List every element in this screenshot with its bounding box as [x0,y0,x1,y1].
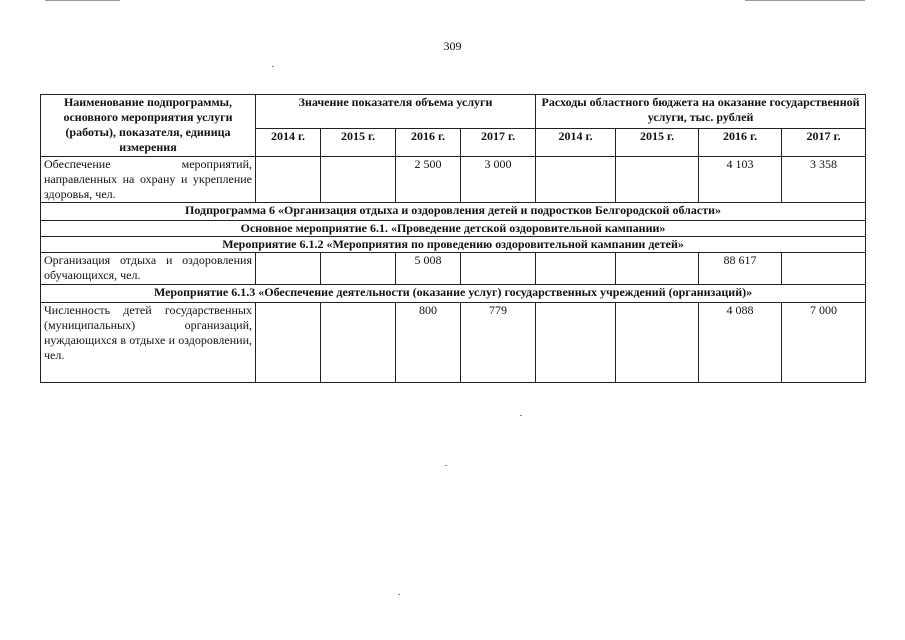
header-expense-year: 2016 г. [699,129,782,157]
volume-cell [321,303,396,383]
volume-cell [321,253,396,285]
scan-speck [520,415,522,416]
scan-speck [445,465,447,466]
expense-cell [782,253,866,285]
table-body [41,157,866,383]
table-row [41,303,866,383]
header-expense-group: Расходы областного бюджета на оказание государственной услуги, тыс. рублей [536,95,866,129]
header-name-column: Наименование подпрограммы, основного мероприятия услуги (работы), показателя, единица измерения [41,95,256,157]
section-row [41,203,866,221]
volume-cell [461,253,536,285]
header-volume-group: Значение показателя объема услуги [256,95,536,129]
section-title: Подпрограмма 6 «Организация отдыха и оздоровления детей и подростков Белгородской области» [41,203,866,221]
section-row [41,221,866,237]
section-title: Мероприятие 6.1.3 «Обеспечение деятельности (оказание услуг) государственных учреждений (организаций)» [41,285,866,303]
expense-cell [616,303,699,383]
expense-cell: 4 088 [699,303,782,383]
row-label: Численность детей государственных (муниципальных) организаций, нуждающихся в отдыхе и оздоровлении, чел. [41,303,256,383]
expense-cell [536,157,616,203]
volume-cell: 2 500 [396,157,461,203]
expense-cell [616,157,699,203]
section-row [41,285,866,303]
expense-cell: 88 617 [699,253,782,285]
volume-cell: 800 [396,303,461,383]
scan-edge-line-right [745,0,865,1]
header-volume-year: 2015 г. [321,129,396,157]
header-expense-year: 2015 г. [616,129,699,157]
header-volume-year: 2016 г. [396,129,461,157]
header-volume-year: 2017 г. [461,129,536,157]
section-row [41,237,866,253]
volume-cell: 5 008 [396,253,461,285]
volume-cell [256,253,321,285]
row-label: Обеспечение мероприятий, направленных на охрану и укрепление здоровья, чел. [41,157,256,203]
volume-cell [256,303,321,383]
header-expense-year: 2017 г. [782,129,866,157]
scan-edge-line-left [45,0,120,1]
table-row [41,157,866,203]
expense-cell [536,253,616,285]
page-number: 309 [443,39,462,53]
expense-cell: 3 358 [782,157,866,203]
section-title: Основное мероприятие 6.1. «Проведение детской оздоровительной кампании» [41,221,866,237]
report-table [40,94,866,383]
table-header [41,95,866,157]
expense-cell [536,303,616,383]
volume-cell [321,157,396,203]
volume-cell [256,157,321,203]
volume-cell: 3 000 [461,157,536,203]
volume-cell: 779 [461,303,536,383]
expense-cell: 7 000 [782,303,866,383]
table-row [41,253,866,285]
expense-cell [616,253,699,285]
section-title: Мероприятие 6.1.2 «Мероприятия по проведению оздоровительной кампании детей» [41,237,866,253]
expense-cell: 4 103 [699,157,782,203]
scan-speck [398,594,400,595]
row-label: Организация отдыха и оздоровления обучающихся, чел. [41,253,256,285]
scan-speck [272,66,274,67]
header-volume-year: 2014 г. [256,129,321,157]
header-expense-year: 2014 г. [536,129,616,157]
